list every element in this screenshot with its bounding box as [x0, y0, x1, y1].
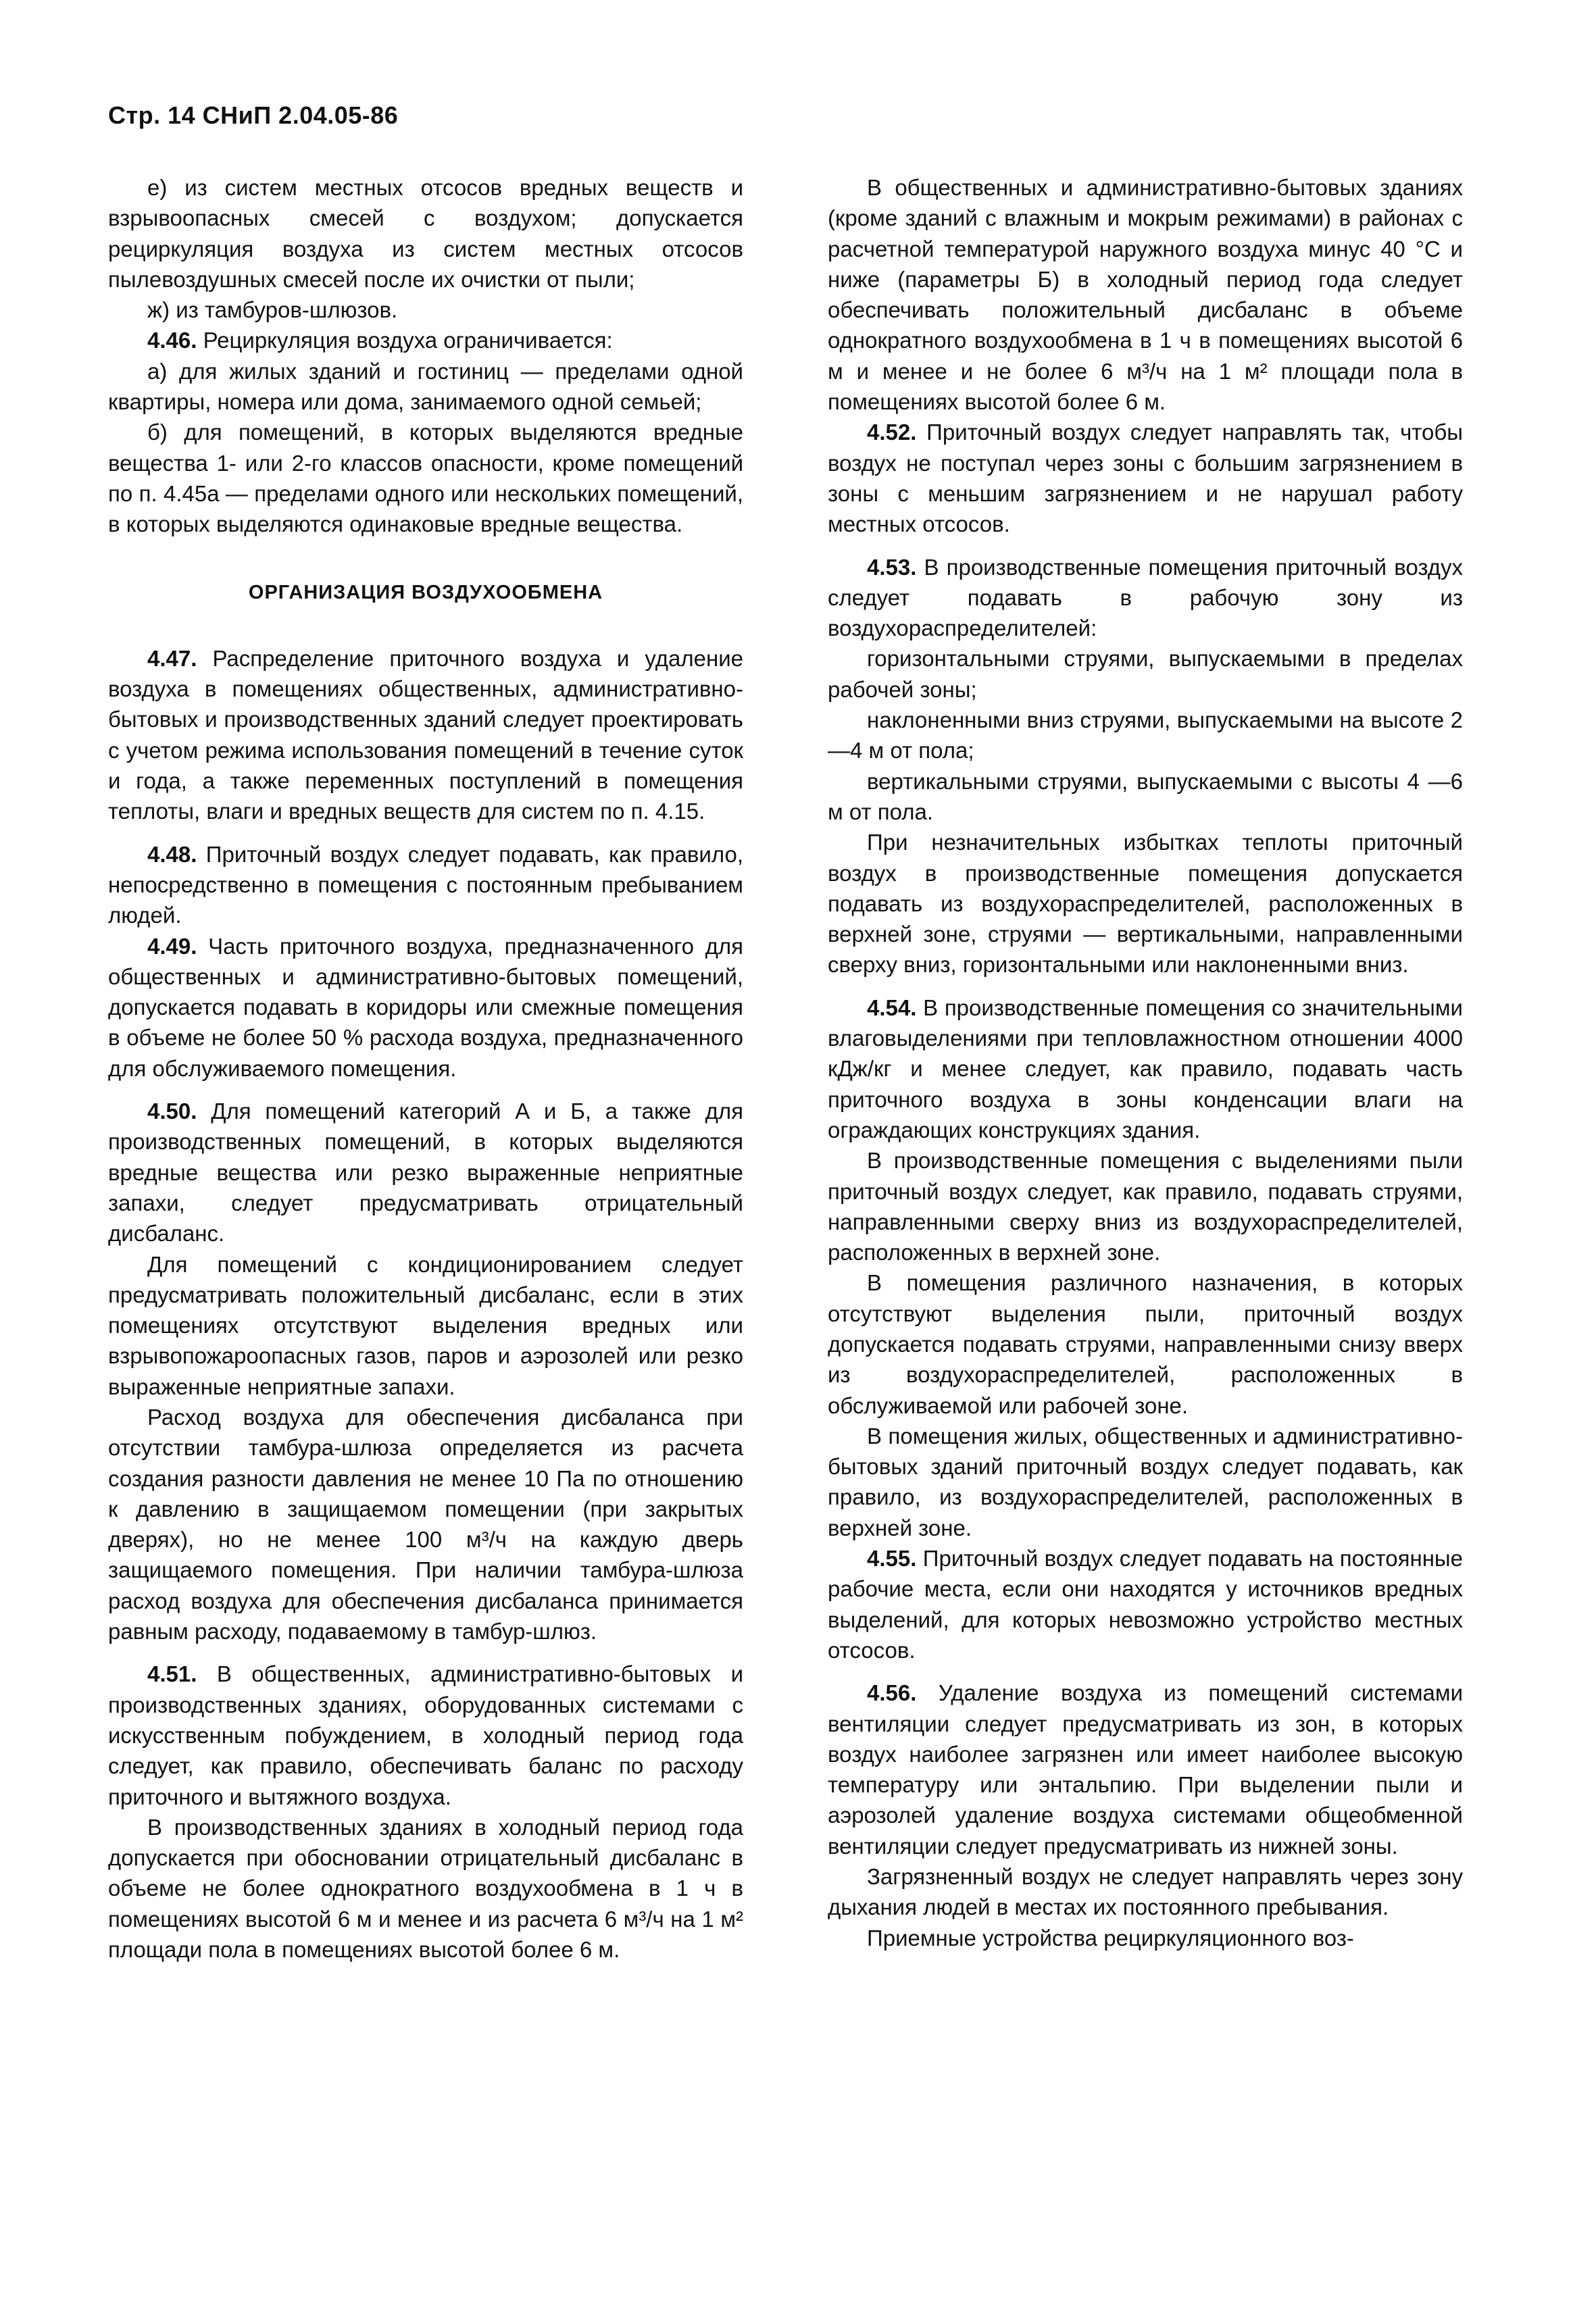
paragraph: [828, 766, 1463, 828]
paragraph-text: При незначительных избытках теплоты приточный воздух в производственные помещения допускается подавать из воздухораспределителей, расположенных в верхней зоне, струями — вертикальными, направленными сверху вниз, горизонтальными или наклоненными вниз.: [828, 830, 1463, 978]
paragraph-4-51: [108, 1659, 743, 1811]
paragraph-text: В общественных, административно-бытовых и производственных зданиях, оборудованных системами с искусственным побуждением, в холодный период года следует, как правило, обеспечивать баланс по расходу приточного и вытяжного воздуха.: [108, 1661, 743, 1809]
paragraph-4-49: [108, 931, 743, 1084]
clause-number: 4.48.: [147, 841, 197, 867]
paragraph-text: В производственные помещения приточный воздух следует подавать в рабочую зону из воздухораспределителей:: [828, 554, 1464, 641]
paragraph-text: Приемные устройства рециркуляционного воз-: [867, 1925, 1354, 1951]
paragraph-text: Удаление воздуха из помещений системами вентиляции следует предусматривать из зон, в которых воздух наиболее загрязнен или имеет наиболее высокую температуру или энтальпию. При выделении пыли и аэрозолей удаление воздуха системами общеобменной вентиляции следует предусматривать из нижней зоны.: [828, 1680, 1463, 1859]
paragraph-text: б) для помещений, в которых выделяются вредные вещества 1- или 2-го классов опасности, кроме помещений по п. 4.45а — пределами одного или нескольких помещений, в которых выделяются одинаковые вредные вещества.: [108, 420, 743, 537]
paragraph: [828, 1861, 1463, 1923]
paragraph: [108, 295, 743, 325]
paragraph-text: В помещения жилых, общественных и административно-бытовых зданий приточный воздух следует подавать, как правило, из воздухораспределителей, расположенных в верхней зоне.: [828, 1423, 1463, 1540]
paragraph: [108, 356, 743, 418]
paragraph-text: Загрязненный воздух не следует направлять через зону дыхания людей в местах их постоянного пребывания.: [828, 1864, 1463, 1920]
paragraph-text: В производственные помещения со значительными влаговыделениями при тепловлажностном отношении 4000 кДж/кг и менее следует, как правило, подавать часть приточного воздуха в зоны конденсации влаги на ограждающих конструкциях здания.: [828, 995, 1463, 1142]
clause-number: 4.50.: [147, 1099, 197, 1124]
section-title: ОРГАНИЗАЦИЯ ВОЗДУХООБМЕНА: [248, 581, 603, 603]
paragraph: [108, 1402, 743, 1646]
paragraph-4-54: [828, 992, 1463, 1145]
paragraph-text: Приточный воздух следует направлять так, чтобы воздух не поступал через зоны с большим загрязнением в зоны с меньшим загрязнением и не нарушал работу местных отсосов.: [828, 420, 1464, 537]
paragraph-text: Рециркуляция воздуха ограничивается:: [203, 328, 613, 353]
paragraph-text: а) для жилых зданий и гостиниц — пределами одной квартиры, номера или дома, занимаемого одной семьей;: [108, 358, 743, 415]
paragraph-text: е) из систем местных отсосов вредных веществ и взрывоопасных смесей с воздухом; допускается рециркуляция воздуха из систем местных отсосов пылевоздушных смесей после их очистки от пыли;: [108, 175, 743, 292]
paragraph-text: В производственных зданиях в холодный период года допускается при обосновании отрицательный дисбаланс в объеме не более однократного воздухообмена в 1 ч в помещениях высотой 6 м и менее и из расчета 6 м³/ч на 1 м² площади пола в помещениях высотой более 6 м.: [108, 1814, 743, 1963]
paragraph: [108, 1249, 743, 1402]
left-column: [108, 172, 743, 1965]
paragraph: [828, 643, 1463, 705]
clause-number: 4.52.: [867, 420, 917, 445]
page-header: Стр. 14 СНиП 2.04.05-86: [108, 101, 399, 129]
paragraph: [828, 705, 1463, 766]
right-column: [828, 172, 1463, 1953]
paragraph: [828, 1145, 1463, 1267]
clause-number: 4.55.: [867, 1546, 917, 1571]
paragraph-text: ж) из тамбуров-шлюзов.: [147, 297, 398, 323]
paragraph: [828, 1421, 1463, 1543]
paragraph-text: В помещения различного назначения, в которых отсутствуют выделения пыли, приточный воздух допускается подавать струями, направленными снизу вверх из воздухораспределителей, расположенных в обслуживаемой или рабочей зоне.: [828, 1270, 1463, 1418]
paragraph: [108, 417, 743, 539]
paragraph-text: вертикальными струями, выпускаемыми с высоты 4 —6 м от пола.: [828, 768, 1463, 824]
paragraph-4-50: [108, 1096, 743, 1249]
paragraph-4-55: [828, 1543, 1463, 1665]
paragraph-text: В производственные помещения с выделениями пыли приточный воздух следует, как правило, подавать струями, направленными сверху вниз из воздухораспределителей, расположенных в верхней зоне.: [828, 1148, 1463, 1265]
paragraph-text: В общественных и административно-бытовых зданиях (кроме зданий с влажным и мокрым режимами) в районах с расчетной температурой наружного воздуха минус 40 °С и ниже (параметры Б) в холодный период года следует обеспечивать положительный дисбаланс в объеме однократного воздухообмена в 1 ч в помещениях высотой 6 м и менее и не более 6 м³/ч на 1 м² площади пола в помещениях высотой более 6 м.: [828, 175, 1463, 415]
paragraph-text: Приточный воздух следует подавать, как правило, непосредственно в помещения с постоянным пребыванием людей.: [108, 841, 744, 928]
paragraph-4-52: [828, 417, 1463, 539]
clause-number: 4.53.: [867, 554, 917, 580]
paragraph-4-46: [108, 325, 743, 355]
paragraph: [108, 1812, 743, 1965]
paragraph-text: Расход воздуха для обеспечения дисбаланса при отсутствии тамбура-шлюза определяется из расчета создания разности давления не менее 10 Па по отношению к давлению в защищаемом помещении (при закрытых дверях), но не менее 100 м³/ч на каждую дверь защищаемого помещения. При наличии тамбура-шлюза расход воздуха для обеспечения дисбаланса принимается равным расходу, подаваемому в тамбур-шлюз.: [108, 1404, 743, 1644]
clause-number: 4.56.: [867, 1680, 917, 1706]
paragraph: [828, 172, 1463, 417]
paragraph-text: Распределение приточного воздуха и удаление воздуха в помещениях общественных, административно-бытовых и производственных зданий следует проектировать с учетом режима использования помещений в течение суток и года, а также переменных поступлений в помещения теплоты, влаги и вредных веществ для систем по п. 4.15.: [108, 645, 743, 824]
clause-number: 4.49.: [147, 933, 197, 959]
paragraph-4-56: [828, 1678, 1463, 1861]
paragraph: [828, 1923, 1463, 1953]
paragraph-text: горизонтальными струями, выпускаемыми в пределах рабочей зоны;: [828, 646, 1463, 702]
clause-number: 4.46.: [147, 328, 197, 353]
clause-number: 4.47.: [147, 645, 197, 671]
paragraph: [108, 172, 743, 295]
paragraph-4-48: [108, 839, 743, 931]
clause-number: 4.54.: [867, 995, 917, 1020]
paragraph-4-53: [828, 552, 1463, 644]
paragraph: [828, 1267, 1463, 1420]
paragraph-text: наклоненными вниз струями, выпускаемыми на высоте 2—4 м от пола;: [828, 707, 1463, 763]
paragraph-text: Для помещений с кондиционированием следует предусматривать положительный дисбаланс, если в этих помещениях отсутствуют выделения вредных или взрывопожароопасных газов, паров и аэрозолей или резко выраженные неприятные запахи.: [108, 1251, 743, 1399]
paragraph-text: Часть приточного воздуха, предназначенного для общественных и административно-бытовых помещений, допускается подавать в коридоры или смежные помещения в объеме не более 50 % расхода воздуха, предназначенного для обслуживаемого помещения.: [108, 933, 743, 1081]
paragraph-4-47: [108, 643, 743, 827]
clause-number: 4.51.: [147, 1661, 197, 1687]
paragraph-text: Приточный воздух следует подавать на постоянные рабочие места, если они находятся у источников вредных выделений, для которых невозможно устройство местных отсосов.: [828, 1546, 1463, 1663]
paragraph: [828, 827, 1463, 980]
paragraph-text: Для помещений категорий А и Б, а также для производственных помещений, в которых выделяются вредные вещества или резко выраженные неприятные запахи, следует предусматривать отрицательный дисбаланс.: [108, 1099, 744, 1247]
